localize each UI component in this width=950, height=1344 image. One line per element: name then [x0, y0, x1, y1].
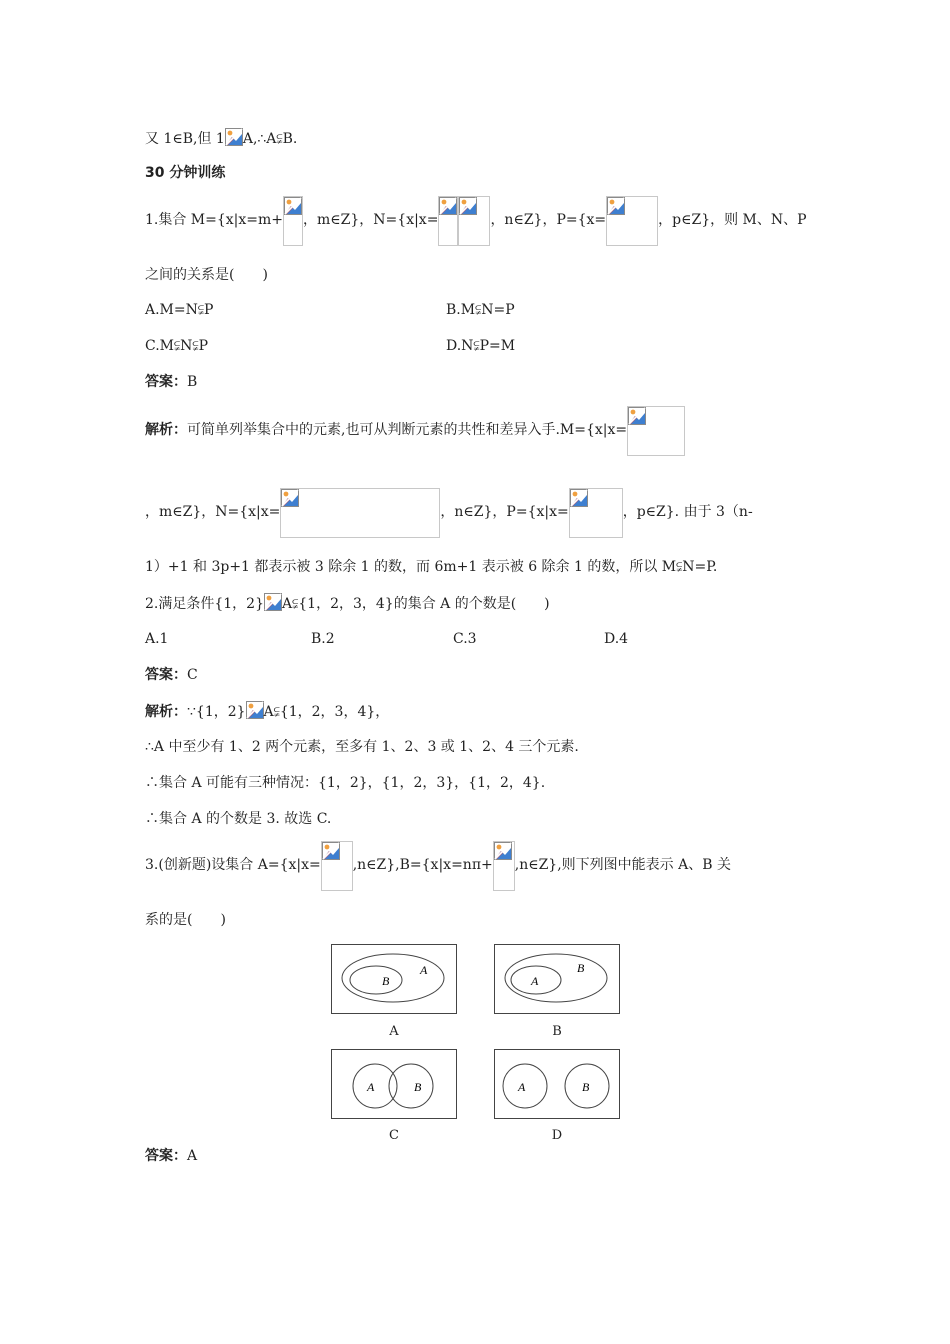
- venn-figure-d: [494, 1049, 620, 1119]
- broken-image-icon: [264, 593, 282, 611]
- q2-option-b: B.2: [311, 631, 335, 647]
- venn-outer-label: A: [420, 963, 428, 977]
- formula-image: [627, 406, 685, 456]
- q1-option-a: A.M=N⫋P: [145, 302, 214, 318]
- q2-option-a: A.1: [145, 631, 169, 647]
- venn-inner-ellipse: [350, 966, 402, 994]
- venn-left-label: A: [367, 1080, 375, 1094]
- broken-image-icon: [439, 197, 457, 215]
- broken-image-icon: [281, 489, 299, 507]
- q1-analysis-3: 1）+1 和 3p+1 都表示被 3 除余 1 的数，而 6m+1 表示被 6 除余 1 的数，所以 M⫋N=P.: [145, 559, 718, 575]
- q2-answer: 答案：C: [145, 667, 198, 683]
- formula-image: [606, 196, 658, 246]
- venn-figure-a: [331, 944, 457, 1014]
- q2-analysis: 解析：∵{1，2} A⫋{1，2，3，4}，: [145, 701, 389, 722]
- formula-image: [438, 196, 458, 246]
- venn-outer-ellipse: [505, 954, 607, 1002]
- q1-analysis-2: ，m∈Z}，N={x|x= ，n∈Z}，P={x|x= ，p∈Z}. 由于 3（n-: [145, 488, 753, 538]
- broken-image-icon: [607, 197, 625, 215]
- broken-image-icon: [494, 842, 512, 860]
- venn-inner-label: A: [531, 974, 539, 988]
- intro-line: 又 1∈B,但 1 A,∴A⫋B.: [145, 128, 297, 149]
- venn-caption: C: [389, 1128, 399, 1143]
- q2-analysis-2: ∴A 中至少有 1、2 两个元素，至多有 1、2、3 或 1、2、4 三个元素.: [145, 739, 579, 755]
- q2-option-d: D.4: [604, 631, 629, 647]
- q1-option-b: B.M⫋N=P: [446, 302, 515, 318]
- q1-answer: 答案：B: [145, 374, 198, 390]
- q1-stem: 1.集合 M={x|x=m+ ，m∈Z}，N={x|x= ，n∈Z}，P={x= ，p∈Z}，则 M、N、P: [145, 196, 807, 246]
- broken-image-icon: [246, 701, 264, 719]
- q3-stem-2: 系的是( ): [145, 912, 226, 928]
- venn-outer-ellipse: [342, 954, 444, 1002]
- venn-inner-label: B: [382, 974, 390, 988]
- formula-image: [569, 488, 623, 538]
- broken-image-icon: [225, 128, 243, 146]
- venn-circle-left: [353, 1064, 397, 1108]
- broken-image-icon: [284, 197, 302, 215]
- broken-image-icon: [322, 842, 340, 860]
- venn-outer-label: B: [577, 961, 585, 975]
- venn-frame: [495, 945, 620, 1014]
- venn-figure-b: [494, 944, 620, 1014]
- venn-figure-c: [331, 1049, 457, 1119]
- venn-right-label: B: [414, 1080, 422, 1094]
- q2-stem: 2.满足条件{1，2} A⫋{1，2，3，4}的集合 A 的个数是( ): [145, 593, 550, 614]
- venn-caption: B: [552, 1024, 562, 1039]
- broken-image-icon: [570, 489, 588, 507]
- venn-right-label: B: [582, 1080, 590, 1094]
- q1-option-d: D.N⫋P=M: [446, 338, 516, 354]
- venn-caption: A: [389, 1024, 399, 1039]
- broken-image-icon: [628, 407, 646, 425]
- q1-option-c: C.M⫋N⫋P: [145, 338, 208, 354]
- q1-stem-2: 之间的关系是( ): [145, 267, 268, 283]
- q3-stem: 3.(创新题)设集合 A={x|x= ,n∈Z},B={x|x=nπ+ ,n∈Z},则下列图中能表示 A、B 关: [145, 841, 731, 891]
- formula-image: [493, 841, 515, 891]
- q3-answer: 答案：A: [145, 1148, 198, 1164]
- venn-frame: [495, 1050, 620, 1119]
- formula-image: [458, 196, 490, 246]
- venn-caption: D: [551, 1128, 563, 1143]
- q1-analysis: 解析：可简单列举集合中的元素,也可从判断元素的共性和差异入手.M={x|x=: [145, 406, 685, 456]
- broken-image-icon: [459, 197, 477, 215]
- section-title: 30 分钟训练: [145, 165, 226, 181]
- q2-analysis-4: ∴集合 A 的个数是 3. 故选 C.: [145, 811, 332, 827]
- q2-option-c: C.3: [453, 631, 477, 647]
- venn-left-label: A: [518, 1080, 526, 1094]
- formula-image: [321, 841, 353, 891]
- formula-image: [283, 196, 303, 246]
- q2-analysis-3: ∴集合 A 可能有三种情况：{1，2}，{1，2，3}，{1，2，4}.: [145, 775, 546, 791]
- venn-frame: [332, 1050, 457, 1119]
- formula-image: [280, 488, 440, 538]
- venn-circle-right: [389, 1064, 433, 1108]
